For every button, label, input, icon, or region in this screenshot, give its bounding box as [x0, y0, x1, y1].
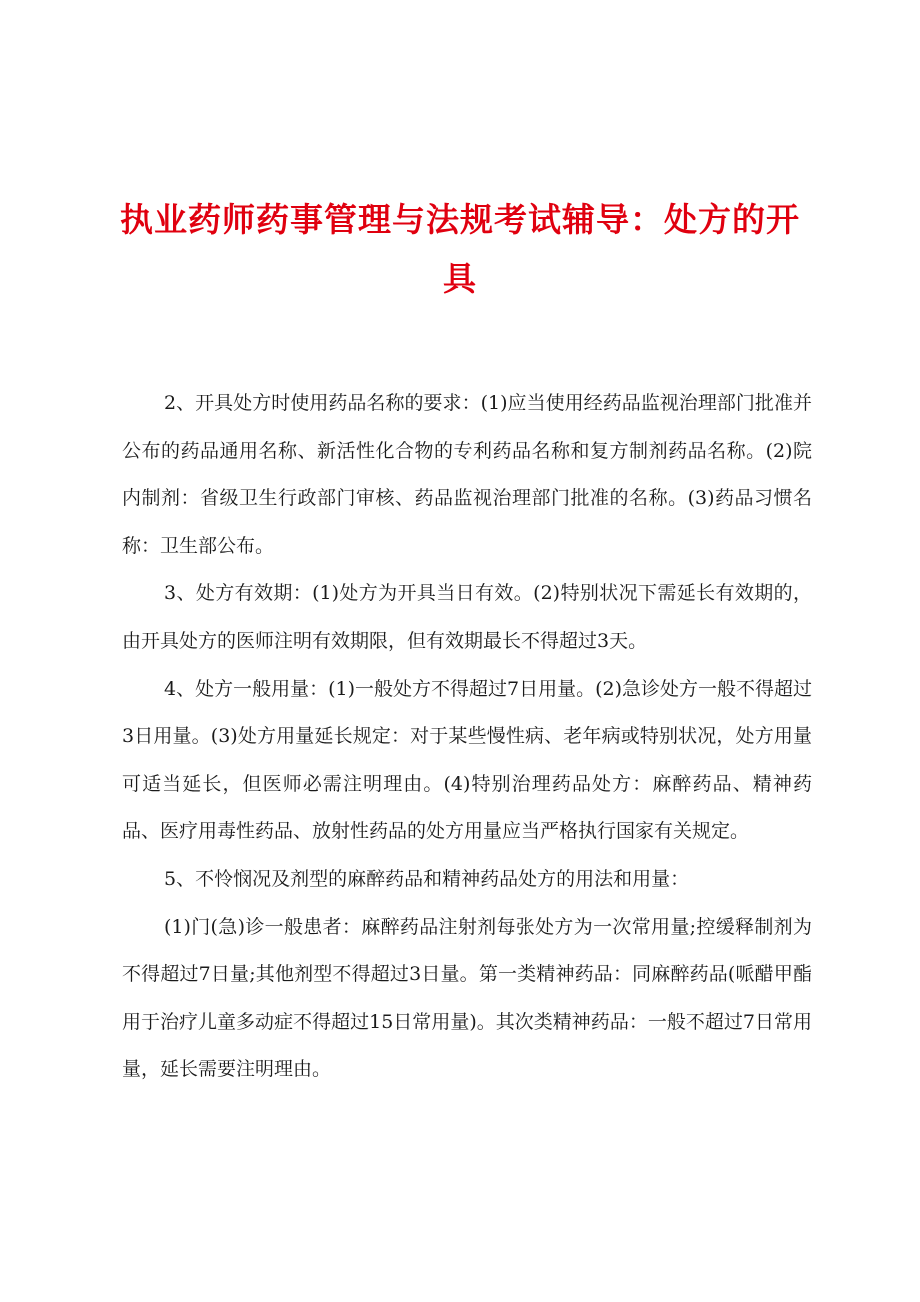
paragraph-outpatient-emergency: (1)门(急)诊一般患者：麻醉药品注射剂每张处方为一次常用量;控缓释制剂为不得超过7日量;其他剂型不得超过3日量。第一类精神药品：同麻醉药品(哌醋甲酯用于治疗儿童多动症不得超过15日常用量)。其次类精神药品：一般不超过7日常用量，延长需要注明理由。 [122, 915, 812, 1081]
document-body [122, 380, 812, 1094]
document-title: 执业药师药事管理与法规考试辅导：处方的开具 [120, 200, 800, 298]
paragraph-drug-name-requirements: 2、开具处方时使用药品名称的要求：(1)应当使用经药品监视治理部门批准并公布的药品通用名称、新活性化合物的专利药品名称和复方制剂药品名称。(2)院内制剂：省级卫生行政部门审核、药品监视治理部门批准的名称。(3)药品习惯名称：卫生部公布。 [122, 392, 812, 557]
paragraph-prescription-validity: 3、处方有效期：(1)处方为开具当日有效。(2)特别状况下需延长有效期的，由开具处方的医师注明有效期限，但有效期最长不得超过3天。 [122, 582, 812, 652]
paragraph-general-dosage: 4、处方一般用量：(1)一般处方不得超过7日用量。(2)急诊处方一般不得超过3日用量。(3)处方用量延长规定：对于某些慢性病、老年病或特别状况，处方用量可适当延长，但医师必需注明理由。(4)特别治理药品处方：麻醉药品、精神药品、医疗用毒性药品、放射性药品的处方用量应当严格执行国家有关规定。 [122, 677, 813, 843]
paragraph-narcotic-psychotropic-heading: 5、不怜悯况及剂型的麻醉药品和精神药品处方的用法和用量： [164, 867, 690, 890]
